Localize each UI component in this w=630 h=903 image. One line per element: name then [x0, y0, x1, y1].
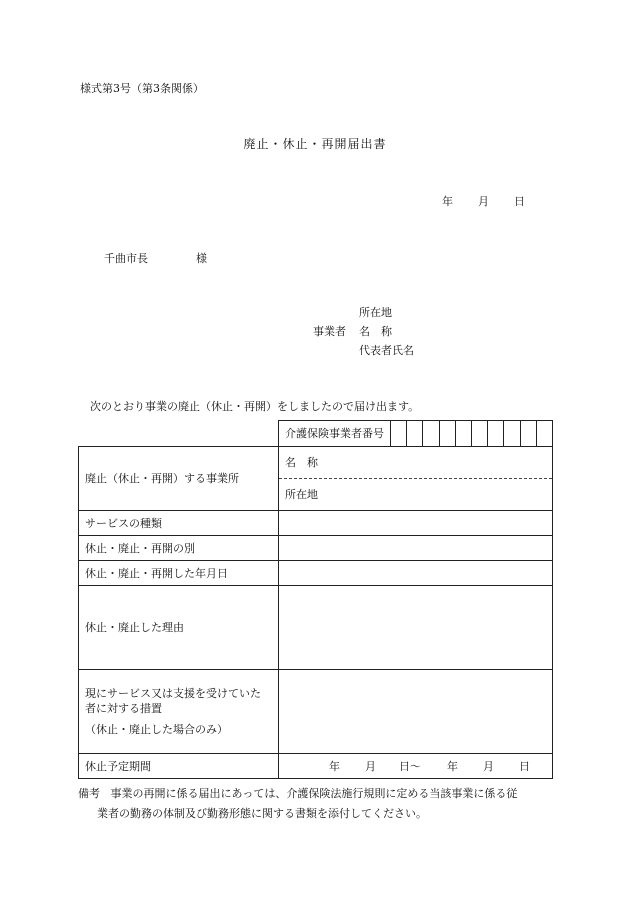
office-name-field[interactable] — [279, 447, 553, 479]
date-year-label: 年 — [442, 195, 453, 208]
form-number: 様式第3号（第3条関係） — [80, 82, 204, 95]
note-line1: 事業の再開に係る届出にあっては、介護保険法施行規則に定める当該事業に係る従 — [110, 787, 518, 800]
period-month-end: 月 — [483, 760, 494, 773]
service-type-label: サービスの種類 — [79, 511, 279, 536]
document-title: 廃止・休止・再開届出書 — [243, 137, 387, 151]
addressee-name: 千曲市長 — [104, 252, 148, 265]
service-type-field[interactable] — [279, 511, 553, 536]
provider-number-cell — [279, 421, 553, 447]
office-label: 廃止（休止・再開）する事業所 — [79, 447, 279, 511]
reason-label: 休止・廃止した理由 — [79, 586, 279, 670]
blank-cell — [79, 421, 279, 447]
provider-number-digit-box[interactable] — [537, 421, 552, 446]
provider-number-digit-box[interactable] — [440, 421, 456, 446]
date-month-label: 月 — [478, 195, 489, 208]
suspension-period-field[interactable] — [279, 754, 553, 779]
applicant-address-label: 所在地 — [359, 306, 392, 319]
notification-form-table — [78, 420, 553, 779]
period-day-end: 日 — [519, 760, 530, 773]
period-day-from: 日〜 — [399, 760, 421, 773]
provider-number-digit-box[interactable] — [407, 421, 423, 446]
provider-number-digit-box[interactable] — [521, 421, 537, 446]
measures-label-line1: 現にサービス又は支援を受けていた — [85, 687, 261, 700]
suspension-period-label: 休止予定期間 — [79, 754, 279, 779]
note — [78, 785, 517, 801]
measures-field[interactable] — [279, 670, 553, 754]
measures-label — [79, 670, 279, 754]
addressee-honorific: 様 — [196, 252, 207, 265]
provider-number-digit-box[interactable] — [472, 421, 488, 446]
note-label: 備考 — [78, 787, 100, 800]
intro-text: 次のとおり事業の廃止（休止・再開）をしましたので届け出ます。 — [90, 400, 420, 413]
provider-number-digit-box[interactable] — [391, 421, 407, 446]
office-address-field[interactable] — [279, 479, 553, 511]
measures-label-line3: （休止・廃止した場合のみ） — [85, 723, 228, 736]
date-field[interactable] — [279, 561, 553, 586]
provider-number-digit-box[interactable] — [488, 421, 504, 446]
applicant-name-label: 名 称 — [359, 325, 392, 338]
provider-number-digit-box[interactable] — [456, 421, 472, 446]
provider-number-digit-box[interactable] — [423, 421, 439, 446]
period-year: 年 — [329, 760, 340, 773]
office-address-label: 所在地 — [285, 488, 318, 501]
provider-number-label: 介護保険事業者番号 — [279, 421, 391, 446]
category-field[interactable] — [279, 536, 553, 561]
category-label: 休止・廃止・再開の別 — [79, 536, 279, 561]
reason-field[interactable] — [279, 586, 553, 670]
date-day-label: 日 — [514, 195, 525, 208]
period-year-end: 年 — [447, 760, 458, 773]
period-month: 月 — [365, 760, 376, 773]
applicant-label: 事業者 — [313, 325, 346, 338]
measures-label-line2: 者に対する措置 — [85, 702, 162, 715]
addressee — [104, 250, 207, 266]
office-name-label: 名 称 — [285, 456, 318, 469]
applicant-representative-label: 代表者氏名 — [359, 344, 414, 357]
provider-number-digit-box[interactable] — [504, 421, 520, 446]
note-line2: 業者の勤務の体制及び勤務形態に関する書類を添付してください。 — [97, 807, 427, 820]
date-label: 休止・廃止・再開した年月日 — [79, 561, 279, 586]
